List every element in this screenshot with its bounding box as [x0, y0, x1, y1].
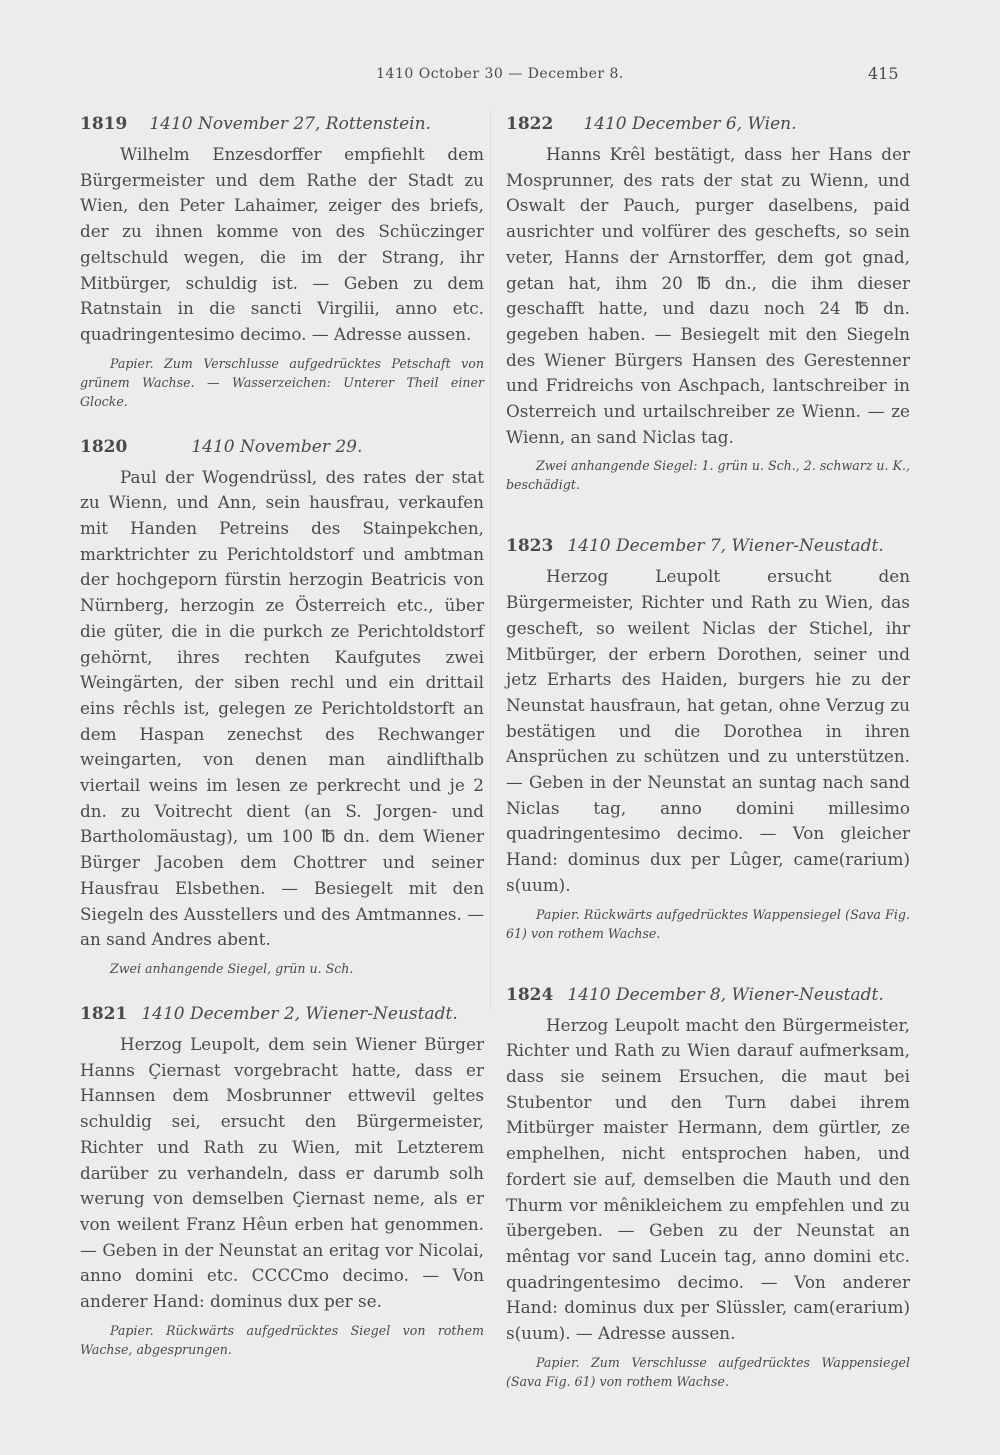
- entry-heading: [80, 112, 484, 136]
- entry-date: 1410 December 2, Wiener-Neustadt.: [141, 1003, 458, 1024]
- column-divider: [490, 110, 491, 1010]
- entry-note: Zwei anhangende Siegel: 1. grün u. Sch., 2. schwarz u. K., beschädigt.: [506, 458, 910, 493]
- entry-text: [506, 142, 910, 450]
- entry-body: Herzog Leupolt, dem sein Wiener Bürger Hanns Çiernast vorgebracht hatte, dass er Hannsen dem Mosbrunner ettwevil geltes schuldig sei, ersucht den Bürgermeister, Richter und Rath zu Wien, mit Letzterem darüber zu verhandeln, dass er darumb solh werung von demselben Çiernast neme, als er von weilent Franz Hêun erben hat genommen. — Geben in der Neunstat an eritag vor Nicolai, anno domini etc. CCCCmo decimo. — Von anderer Hand: dominus dux per se.: [80, 1033, 484, 1312]
- entry-heading: [506, 112, 910, 136]
- entry-date: 1410 December 6, Wien.: [583, 114, 797, 134]
- entry-number: 1822: [506, 114, 554, 134]
- entry-heading: [506, 534, 910, 558]
- entry-body: Herzog Leupolt ersucht den Bürgermeister, Richter und Rath zu Wien, das gescheft, so weilent Niclas der Stichel, ihr Mitbürger, der erbern Dorothen, seiner und jetz Erharts des Haiden, burgers hie zu der Neunstat hausfraun, hat getan, ohne Verzug zu bestätigen und die Dorothea in ihren Ansprüchen zu schützen und zu unterstützen. — Geben in der Neunstat an suntag nach sand Niclas tag, anno domini millesimo quadringentesimo decimo. — Von gleicher Hand: dominus dux per Lûger, came(rarium) s(uum).: [506, 566, 910, 895]
- entry-body: Hanns Krêl bestätigt, dass her Hans der Mosprunner, des rats der stat zu Wienn, und Oswalt der Pauch, purger daselbens, paid ausrichter und volfürer des geschefts, so sein veter, Hanns der Arnstorffer, dem got gnad, getan hat, ihm 20 ℔ dn., die ihm dieser geschafft hatte, und dazu noch 24 ℔ dn. gegeben haben. — Besiegelt mit den Siegeln des Wiener Bürgers Hansen des Gerestenner und Fridreichs von Aschpach, lantschreiber in Osterreich und urtailschreiber ze Wienn. — ze Wienn, an sand Niclas tag.: [506, 144, 910, 447]
- entry-number: 1824: [506, 984, 554, 1005]
- entry-date: 1410 December 7, Wiener-Neustadt.: [567, 536, 884, 557]
- entry-heading: [80, 435, 484, 459]
- entry-note: Papier. Zum Verschlusse aufgedrücktes Wappensiegel (Sava Fig. 61) von rothem Wachse.: [506, 1354, 910, 1389]
- entry-body: Wilhelm Enzesdorffer empfiehlt dem Bürgermeister und dem Rathe der Stadt zu Wien, den Peter Lahaimer, zeiger des briefs, der zu ihnen komme von des Schüczinger geltschuld wegen, die im der Strang, ihr Mitbürger, schuldig ist. — Geben zu dem Ratnstain in die sancti Virgilii, anno etc. quadringentesimo decimo. — Adresse aussen.: [80, 144, 484, 344]
- entry-number: 1819: [80, 114, 128, 134]
- entry-1823: [506, 534, 910, 942]
- entry-number: 1821: [80, 1003, 128, 1024]
- entry-date: 1410 November 27, Rottenstein.: [149, 114, 431, 134]
- entry-note: Papier. Rückwärts aufgedrücktes Siegel von rothem Wachse, abgesprungen.: [80, 1322, 484, 1357]
- entry-1822: [506, 112, 910, 494]
- entry-1819: [80, 112, 484, 411]
- entry-text: [80, 1032, 484, 1315]
- entry-body: Paul der Wogendrüssl, des rates der stat zu Wienn, und Ann, sein hausfrau, verkaufen mit Handen Petreins des Stainpekchen, marktrichter zu Perichtoldstorf und ambtman der hochgeporn fürstin herzogin Beatricis von Nürnberg, herzogin ze Österreich etc., über die güter, die in die purkch ze Perichtoldstorf gehörnt, ihres rechten Kaufgutes zwei Weingärten, der siben rechl und ein drittail eins rêchls ist, gelegen ze Perichtoldstorft an dem Haspan zenechst des Rechwanger weingarten, von denen man aindlifthalb viertail weins im lesen ze perkrecht und je 2 dn. zu Voitrecht dient (an S. Jorgen- und Bartholomäustag), um 100 ℔ dn. dem Wiener Bürger Jacoben dem Chottrer und seiner Hausfrau Elsbethen. — Besiegelt mit den Siegeln des Ausstellers und des Amtmannes. — an sand Andres abent.: [80, 466, 484, 950]
- running-head: 1410 October 30 — December 8.: [376, 66, 624, 82]
- entry-text: [80, 465, 484, 953]
- entry-note: Papier. Rückwärts aufgedrücktes Wappensiegel (Sava Fig. 61) von rothem Wachse.: [506, 906, 910, 941]
- entry-heading: [506, 983, 910, 1007]
- entry-date: 1410 December 8, Wiener-Neustadt.: [567, 984, 884, 1005]
- entry-text: [506, 1013, 910, 1347]
- entry-body: Herzog Leupolt macht den Bürgermeister, Richter und Rath zu Wien darauf aufmerksam, dass sie seinem Ersuchen, die maut bei Stubentor und den Turn dabei ihrem Mitbürger maister Hermann, dem gürtler, ze emphelhen, nicht entsprochen haben, und fordert sie auf, demselben die Mauth und den Thurm vor mênikleichem zu empfehlen und zu übergeben. — Geben zu der Neunstat an mêntag vor sand Lucein tag, anno domini etc. quadringentesimo decimo. — Von anderer Hand: dominus dux per Slüssler, cam(erarium) s(uum). — Adresse aussen.: [506, 1014, 910, 1344]
- entry-number: 1823: [506, 536, 554, 557]
- entry-text: [506, 564, 910, 898]
- right-column: [506, 112, 910, 1417]
- entry-date: 1410 November 29.: [191, 436, 363, 457]
- entry-1824: [506, 983, 910, 1391]
- entry-number: 1820: [80, 436, 128, 457]
- entry-note: Zwei anhangende Siegel, grün u. Sch.: [110, 960, 354, 976]
- page-number: 415: [868, 64, 899, 83]
- entry-1820: [80, 435, 484, 978]
- entry-text: [80, 142, 484, 348]
- left-column: [80, 112, 484, 1385]
- entry-1821: [80, 1002, 484, 1359]
- entry-heading: [80, 1002, 484, 1026]
- entry-note: Papier. Zum Verschlusse aufgedrücktes Petschaft von grünem Wachse. — Wasserzeichen: Unterer Theil einer Glocke.: [80, 355, 484, 409]
